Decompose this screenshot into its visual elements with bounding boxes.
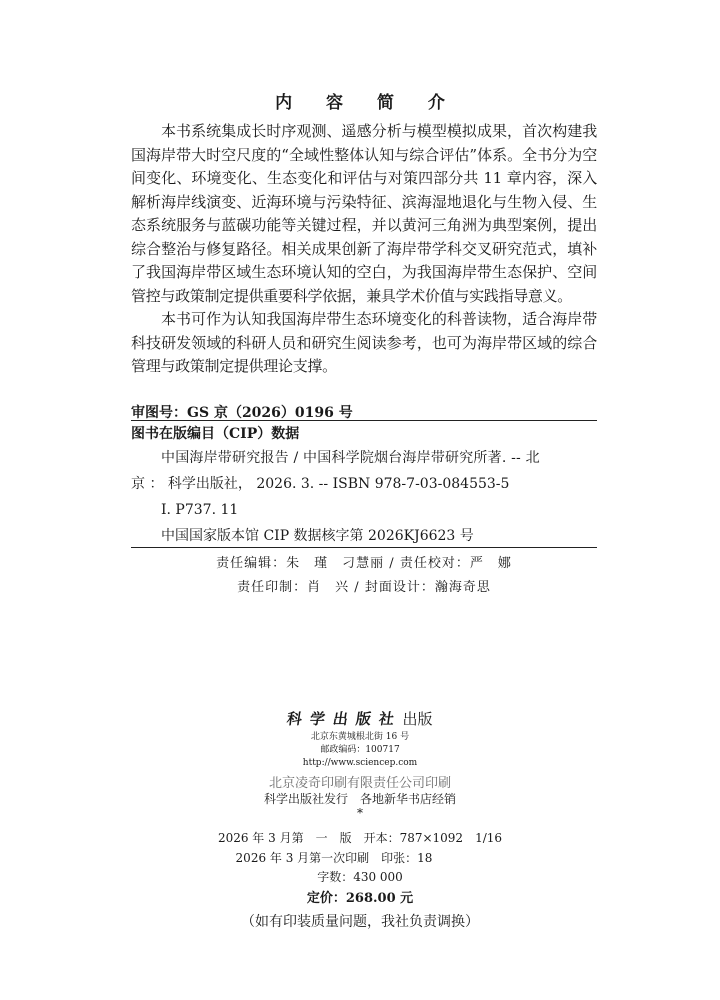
cip-classification: Ⅰ. P737. 11: [161, 502, 239, 518]
printing-info: 2026 年 3 月第一次印刷 印张：18: [235, 851, 433, 865]
cip-top-rule: [131, 420, 597, 421]
cip-heading: 图书在版编目（CIP）数据: [131, 426, 300, 442]
map-approval-number: 审图号：GS 京（2026）0196 号: [131, 405, 353, 421]
publisher-website: http://www.sciencep.com: [302, 758, 418, 768]
printer-info: 北京凌奇印刷有限责任公司印刷: [268, 776, 451, 791]
edition-info: 2026 年 3 月第 一 版 开本：787×1092 1/16: [217, 831, 503, 845]
publisher-logo: 科学出版社: [286, 710, 404, 728]
return-policy-note: （如有印装质量问题，我社负责调换）: [241, 914, 479, 930]
word-count: 字数：430 000: [317, 870, 403, 884]
cip-line-2: 京 ： 科学出版社， 2026. 3. -- ISBN 978-7-03-084553-5: [131, 476, 510, 492]
summary-body: [131, 120, 597, 379]
summary-paragraph: 本书系统集成长时序观测、遥感分析与模型模拟成果，首次构建我国海岸带大时空尺度的“全域性整体认知与综合评估”体系。全书分为空间变化、环境变化、生态变化和评估与对策四部分共 11 章内容，深入解析海岸线演变、近海环境与污染特征、滨海湿地退化与生物入侵、生态系统服务与蓝碳功能等关键过程，并以黄河三角洲为典型案例，提出综合整治与修复路径。相关成果创新了海岸带学科交叉研究范式，填补了我国海岸带区域生态环境认知的空白，为我国海岸带生态保护、空间管控与政策制定提供重要科学依据，兼具学术价值与实践指导意义。: [131, 122, 597, 305]
separator-star: *: [357, 806, 363, 820]
publisher-address: 北京东黄城根北街 16 号: [310, 732, 410, 742]
editor-credits: 责任编辑：朱 瑾 刁慧丽 / 责任校对：严 娜: [216, 556, 512, 571]
cip-library-number: 中国国家版本馆 CIP 数据核字第 2026KJ6623 号: [161, 528, 474, 544]
production-credits: 责任印制：肖 兴 / 封面设计：瀚海奇思: [237, 580, 491, 595]
summary-heading: 内 容 简 介: [275, 93, 459, 113]
summary-paragraph: 本书可作为认知我国海岸带生态环境变化的科普读物，适合海岸带科技研发领域的科研人员和研究生阅读参考，也可为海岸带区域的综合管理与政策制定提供理论支撑。: [131, 310, 597, 375]
publisher-postcode: 邮政编码：100717: [320, 745, 400, 755]
cip-bottom-rule: [131, 547, 597, 548]
publisher-line: [0, 708, 720, 729]
distribution-info: 科学出版社发行 各地新华书店经销: [263, 792, 456, 806]
cip-record: [131, 445, 597, 549]
cip-line-1: 中国海岸带研究报告 / 中国科学院烟台海岸带研究所著. -- 北: [161, 450, 540, 466]
publisher-suffix: 出版: [402, 710, 433, 728]
price: 定价：268.00 元: [306, 891, 414, 906]
